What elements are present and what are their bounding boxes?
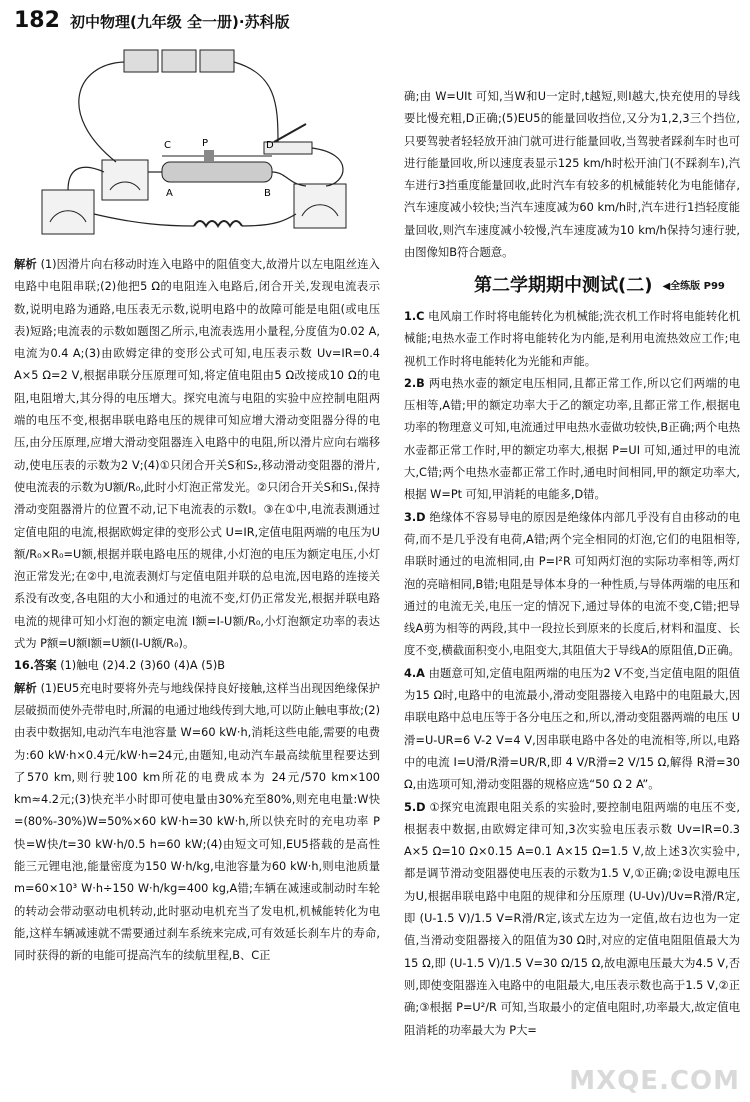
ammeter-icon [102,160,148,200]
left-paragraph: 解析 (1)因滑片向右移动时连入电路中的阻值变大,故滑片以左电阻丝连入电路中电阻串联;(2)他把5 Ω的电阻连入电路后,闭合开关,发现电流表示数,说明电路为通路,电压表无示数,说明电路中的故障可能是电阻(或电压表)短路;电流表的示数如题图乙所示,电流表选用小量程,分度值为0.02 A,电流为0.4 A;(3)由欧姆定律的变形公式可知,电压表示数 Uv=IR=0.4 A×5 Ω=2 V,根据串联分压原理可知,将定值电阻由5 Ω改接成10 Ω的电阻,电阻增大,其分得的电压增大。探究电流与电阻的实验中应控制电阻两端的电压不变,根据串联电路电压的规律可知应增大滑动变阻器分得的电压,由分压原理,应增大滑动变阻器连入电路中的电阻,所以滑片应向右端移动,使电压表的示数为2 V;(4)①只闭合开关S和S₂,移动滑动变阻器的滑片,使电流表的示数为U额/R₀,此时小灯泡正常发光。②只闭合开关S和S₁,保持滑动变阻器滑片的位置不动,记下电流表的示数I。③在①中,电流表测通过定值电阻的电流,根据欧姆定律的变形公式 U=IR,定值电阻两端的电压为U额/R₀×R₀=U额,根据并联电路电压的规律,小灯泡的电压为额定电压,小灯泡正常发光;在②中,电流表测灯与定值电阻并联的总电流,因电路的连接关系没有改变,各电阻的大小和通过的电流不变,灯仍正常发光,根据并联电路电流的规律可知小灯泡的额定电流 I额=I-U额/R₀,小灯泡额定功率的表达式为 P额=U额I额=U额(I-U额/R₀)。 [14,258,380,651]
page-number: 182 [14,8,60,33]
left-paragraph: 解析 (1)EU5充电时要将外壳与地线保持良好接触,这样当出现因绝缘保护层破损而使外壳带电时,所漏的电通过地线传到大地,可以防止触电事故;(2)由表中数据知,电动汽车电池容量 W=60 kW·h,消耗这些电能,需要的电费为:60 kW·h×0.4元/kW·h=24元,由题知,电动汽车最高续航里程要达到了570 km,则行驶100 km所花的电费成本为 24元/570 km×100 km≈4.2元;(3)快充半小时即可使电量由30%充至80%,则充电电量:W快=(80%-30%)W=50%×60 kW·h=30 kW·h,所以快充时的充电功率 P快=W快/t=30 kW·h/0.5 h=60 kW;(4)由短文可知,EU5搭载的是高性能三元锂电池,能量密度为150 W·h/kg,电池容量为60 kW·h,则电池质量 m=60×10³ W·h÷150 W·h/kg=400 kg,A错;车辆在减速或制动时车轮的转动会带动驱动电机转动,此时驱动电机充当了发电机,机械能转化为电能,这样车辆减速就不需要通过刹车系统来完成,可有效延长刹车片的寿命,同时获得的新的电能可提高汽车的续航里程,B、C正 [14,681,380,963]
section-title: 第二学期期中测试(二) [474,275,653,296]
label-A: A [166,188,173,199]
left-column [14,254,380,968]
book-title: 初中物理(九年级 全一册)·苏科版 [69,13,290,31]
section-ref: ◀全练版 P99 [662,280,725,292]
answer-item: 1.C 电风扇工作时将电能转化为机械能;洗衣机工作时将电能转化机械能;电热水壶工作时将电能转化为内能,是利用电流热效应工作;电视机工作时将电能转化为光能和声能。 [404,310,740,368]
meter-icon [294,184,346,228]
answers-column [404,306,740,1042]
rheostat-icon [162,138,274,199]
circuit-diagram [16,44,380,244]
answer-item: 5.D ①探究电流跟电阻关系的实验时,要控制电阻两端的电压不变,根据表中数据,由欧姆定律可知,3次实验电压表示数 Uv=IR=0.3 A×5 Ω=10 Ω×0.15 A=0.1 A×15 Ω=1.5 V,故上述3次实验中,都是调节滑动变阻器使电压表的示数为1.5 V,①正确;②设电源电压为U,根据串联电路中电阻的规律和分压原理 (U-Uv)/Uv=R滑/R定,即 (U-1.5 V)/1.5 V=R滑/R定,该式左边为一定值,故右边也为一定值,当滑动变阻器接入的阻值为30 Ω时,对应的定值电阻阻值最大为15 Ω,即 (U-1.5 V)/1.5 V=30 Ω/15 Ω,故电源电压最大为4.5 V,否则,即使变阻器连入电路中的电阻最大,电压表示数也高于1.5 V,②正确;③根据 P=U²/R 可知,当取最小的定值电阻时,功率最大,故定值电阻消耗的功率最大为 P大= [404,800,741,1037]
answer-item: 4.A 由题意可知,定值电阻两端的电压为2 V不变,当定值电阻的阻值为15 Ω时,电路中的电流最小,滑动变阻器接入电路中的电阻最大,因串联电路中总电压等于各分电压之和,所以,滑动变阻器两端的电压 U滑=U-UR=6 V-2 V=4 V,因串联电路中各处的电流相等,所以,电路中的电流 I=U滑/R滑=UR/R,即 4 V/R滑=2 V/15 Ω,解得 R滑=30 Ω,由选项可知,滑动变阻器的规格应选“50 Ω 2 A”。 [404,666,740,792]
label-P: P [202,138,209,149]
label-B: B [264,188,271,199]
right-top [404,86,740,264]
section-heading [404,270,740,298]
label-C: C [164,140,171,151]
answer-item: 2.B 两电热水壶的额定电压相同,且都正常工作,所以它们两端的电压相等,A错;甲的额定功率大于乙的额定功率,且都正常工作,根据电功率的物理意义可知,电流通过甲电热水壶做功较快,B正确;两个电热水壶都正常工作时,甲的额定功率大,根据 P=UI 可知,通过甲的电流大,C错;两个电热水壶都正常工作时,通电时间相同,甲的额定功率大,根据 W=Pt 可知,甲消耗的电能多,D错。 [404,376,741,502]
answer-item: 3.D 绝缘体不容易导电的原因是绝缘体内部几乎没有自由移动的电荷,而不是几乎没有电荷,A错;两个完全相同的灯泡,它们的电阻相等,串联时通过的电流相同,由 P=I²R 可知两灯泡的实际功率相等,两灯泡的亮暗相同,B错;电阻是导体本身的一种性质,与导体两端的电压和通过的电流无关,电压一定的情况下,通过导体的电流不变,C错;把导线A剪为相等的两段,其中一段拉长到原来的长度后,材料和温度、长度不变,横截面积变小,电阻变大,其阻值大于导线A的原阻值,D正确。 [404,510,740,658]
right-continuation: 确;由 W=UIt 可知,当W和U一定时,t越短,则I越大,快充使用的导线要比慢充粗,D正确;(5)EU5的能量回收挡位,又分为1,2,3三个挡位,只要驾驶者轻轻放开油门就可进行能量回收,当驾驶者踩刹车时也可进行能量回收,所以速度表显示125 km/h时松开油门(不踩刹车),汽车进行3挡重度能量回收,此时汽车有较多的机械能转化为电能储存,汽车速度减小较快;当汽车速度减为60 km/h时,汽车进行1挡轻度能量回收,则汽车速度减小较慢,汽车速度减为10 km/h保持匀速行驶,由图像知B符合题意。 [404,90,740,260]
page-header [14,8,290,38]
resistor-icon [194,221,242,226]
left-paragraph: 16.答案 (1)触电 (2)4.2 (3)60 (4)A (5)B [14,659,225,673]
label-D: D [266,140,274,151]
watermark: MXQE.COM [569,1066,740,1096]
voltmeter-icon [42,190,94,234]
battery-icon [124,50,234,72]
